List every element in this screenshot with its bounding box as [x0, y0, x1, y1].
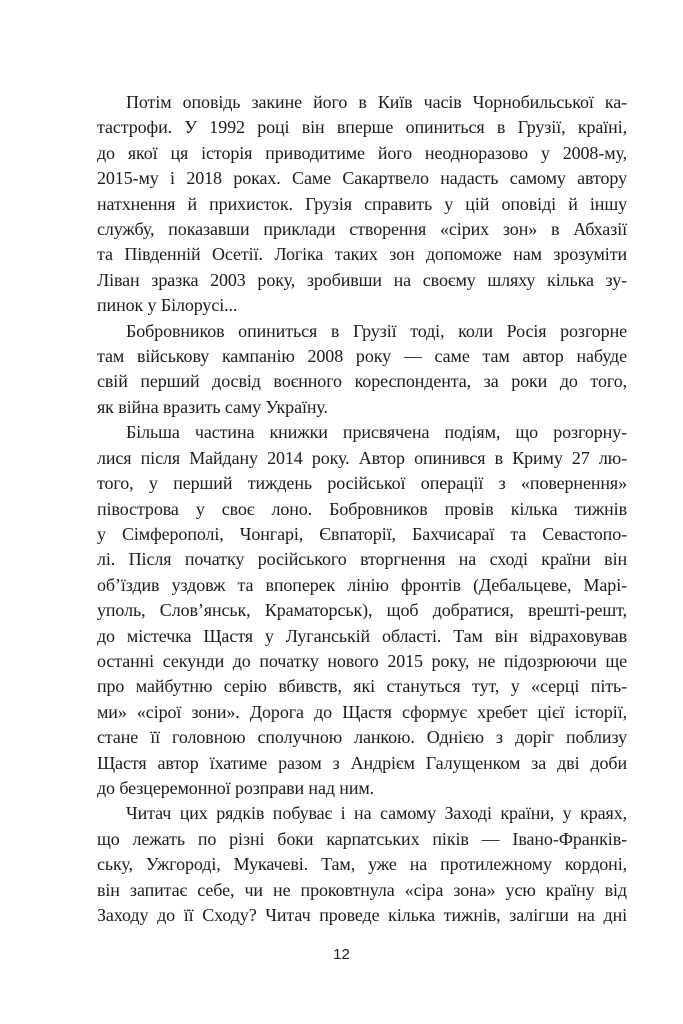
text-line: про майбутню серію вбивств, які стануться тут, у «серці піть- [97, 676, 627, 697]
text-line: пинок у Білорусі... [97, 295, 238, 316]
text-line: Бобровников опиниться в Грузії тоді, коли Росія розгорне [126, 320, 627, 341]
text-line: стане її головною сполучною ланкою. Однією з доріг поблизу [97, 727, 627, 748]
text-line: до містечка Щастя у Луганській області. Там він відраховував [97, 625, 627, 646]
paragraph-3 [97, 420, 627, 801]
text-line: об’їздив уздовж та впоперек лінію фронтів (Дебальцеве, Марі- [97, 574, 627, 595]
text-line: натхнення й прихисток. Грузія справить у цій оповіді й іншу [97, 193, 627, 214]
text-line: уполь, Слов’янськ, Краматорськ), щоб добратися, врешті-решт, [97, 600, 627, 621]
text-line: у Сімферополі, Чонгарі, Євпаторії, Бахчисараї та Севастопо- [97, 523, 627, 544]
paragraph-1 [97, 90, 627, 319]
text-line: того, у перший тиждень російської операції з «повернення» [97, 473, 627, 494]
text-line: до безцеремонної розправи над ним. [97, 777, 375, 798]
text-line: півострова у своє лоно. Бобровников провів кілька тижнів [97, 498, 627, 519]
text-line: Заходу до її Сходу? Читач проведе кілька тижнів, залігши на дні [97, 905, 627, 925]
text-line: Більша частина книжки присвячена подіям, що розгорну- [126, 422, 627, 443]
text-line: Ліван зразка 2003 року, зробивши на своєму шляху кілька зу- [97, 269, 627, 290]
paragraph-2 [97, 319, 627, 421]
text-line: Потім оповідь закине його в Київ часів Чорнобильської ка- [126, 92, 627, 112]
text-line: що лежать по різні боки карпатських піків — Івано-Франків- [97, 828, 627, 849]
text-line: службу, показавши приклади створення «сірих зон» в Абхазії [97, 219, 627, 240]
text-line: тастрофи. У 1992 році він вперше опиниться в Грузії, країні, [97, 117, 627, 138]
text-line: як війна вразить саму Україну. [97, 396, 328, 417]
text-block [97, 90, 627, 928]
paragraph-4 [97, 801, 627, 928]
text-line: Щастя автор їхатиме разом з Андрієм Галущенком за дві доби [97, 752, 627, 773]
text-line: лі. Після початку російського вторгнення на сході країни він [97, 549, 627, 570]
text-line: ську, Ужгороді, Мукачеві. Там, уже на протилежному кордоні, [97, 854, 627, 875]
text-line: свій перший досвід воєнного кореспондента, за роки до того, [97, 371, 627, 392]
page-number: 12 [333, 946, 350, 963]
text-line: 2015-му і 2018 роках. Саме Сакартвело надасть самому автору [97, 168, 627, 189]
text-line: та Південній Осетії. Логіка таких зон допоможе нам зрозуміти [97, 244, 627, 265]
text-line: останні секунди до початку нового 2015 року, не підозрюючи ще [97, 650, 627, 671]
text-line: там військову кампанію 2008 року — саме там автор набуде [97, 346, 627, 367]
text-line: ми» «сірої зони». Дорога до Щастя сформує хребет цієї історії, [97, 701, 627, 722]
text-line: Читач цих рядків побуває і на самому Заході країни, у краях, [126, 803, 627, 824]
text-line: він запитає себе, чи не проковтнула «сіра зона» усю країну від [97, 879, 627, 900]
text-line: до якої ця історія приводитиме його неодноразово у 2008-му, [97, 142, 627, 163]
text-line: лися після Майдану 2014 року. Автор опинився в Криму 27 лю- [97, 447, 627, 468]
